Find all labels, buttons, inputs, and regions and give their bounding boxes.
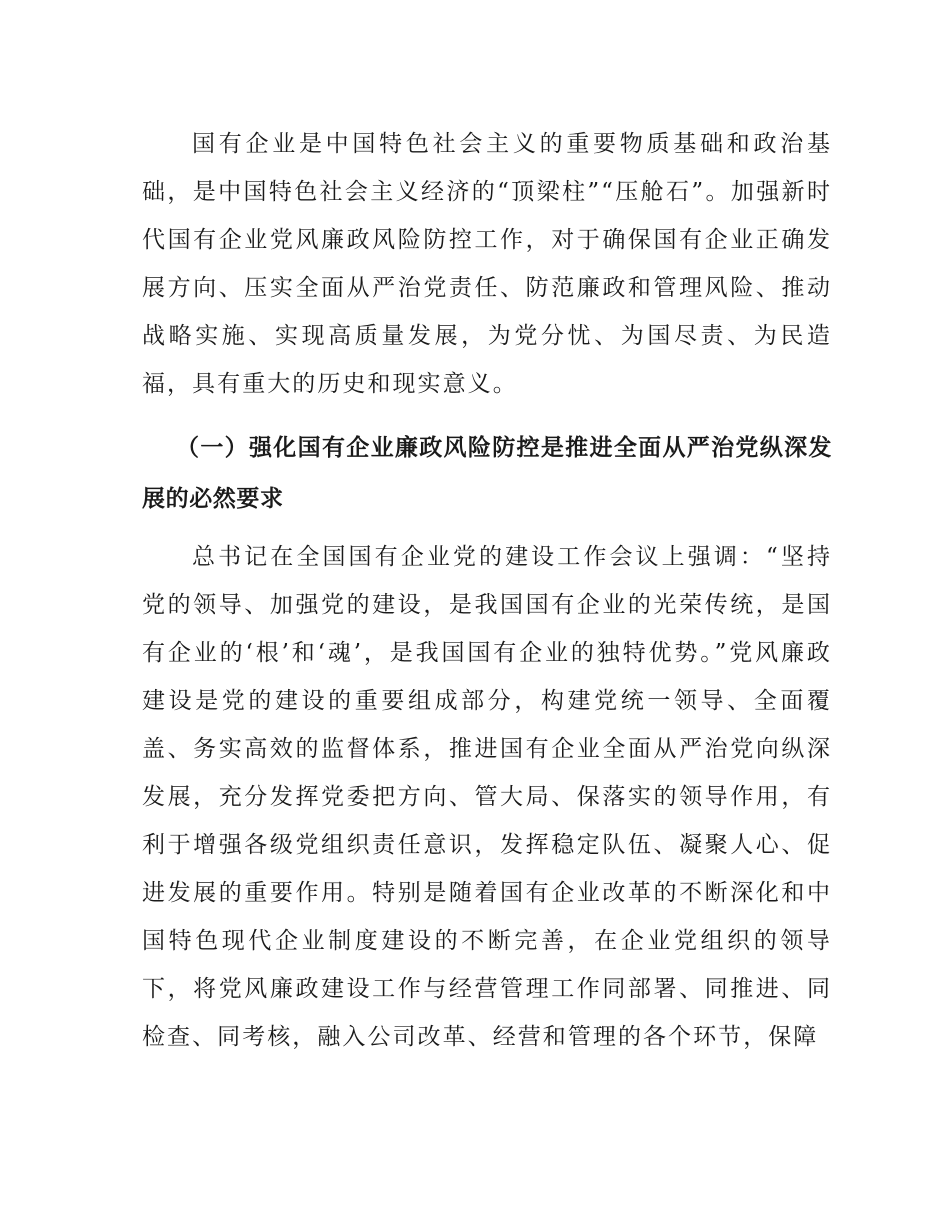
section-heading: （一）强化国有企业廉政风险防控是推进全面从严治党纵深发展的必然要求 [142,435,832,512]
body-paragraph: 总书记在全国国有企业党的建设工作会议上强调：“坚持党的领导、加强党的建设，是我国国有企业的光荣传统，是国有企业的‘根’和‘魂’，是我国国有企业的独特优势。”党风廉政建设是党的建设的重要组成部分，构建党统一领导、全面覆盖、务实高效的监督体系，推进国有企业全面从严治党向纵深发展，充分发挥党委把方向、管大局、保落实的领导作用，有利于增强各级党组织责任意识，发挥稳定队伍、凝聚人心、促进发展的重要作用。特别是随着国有企业改革的不断深化和中国特色现代企业制度建设的不断完善，在企业党组织的领导下，将党风廉政建设工作与经营管理工作同部署、同推进、同检查、同考核，融入公司改革、经营和管理的各个环节，保障 [142,544,832,1050]
intro-paragraph: 国有企业是中国特色社会主义的重要物质基础和政治基础，是中国特色社会主义经济的“顶梁柱”“压舱石”。加强新时代国有企业党风廉政风险防控工作，对于确保国有企业正确发展方向、压实全面从严治党责任、防范廉政和管理风险、推动战略实施、实现高质量发展，为党分忧、为国尽责、为民造福，具有重大的历史和现实意义。 [142,131,832,397]
document-page [142,120,832,1061]
